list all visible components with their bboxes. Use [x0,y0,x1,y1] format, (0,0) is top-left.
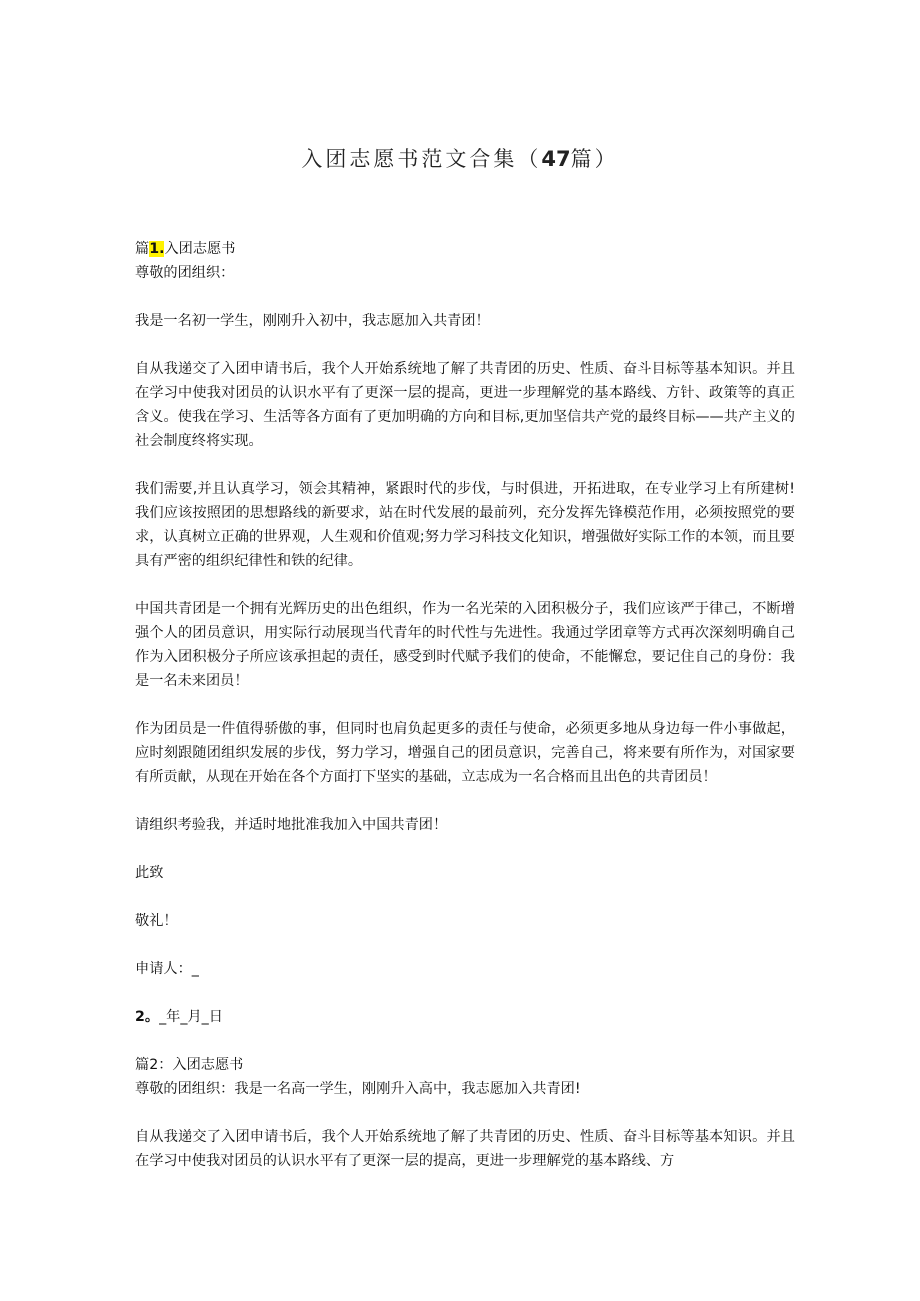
section-1-paragraph-4: 中国共青团是一个拥有光辉历史的出色组织，作为一名光荣的入团积极分子，我们应该严于律己，不断增强个人的团员意识，用实际行动展现当代青年的时代性与先进性。我通过学团章等方式再次深刻明确自己作为入团积极分子所应该承担起的责任，感受到时代赋予我们的使命，不能懈怠，要记住自己的身份：我是一名未来团员！ [135,601,795,689]
section-1-paragraph-1: 我是一名初一学生，刚刚升入初中，我志愿加入共青团！ [135,313,490,329]
section-1-paragraph-3: 我们需要,并且认真学习，领会其精神，紧跟时代的步伐，与时俱进，开拓进取，在专业学习上有所建树!我们应该按照团的思想路线的新要求，站在时代发展的最前列，充分发挥先锋模范作用，必须按照党的要求，认真树立正确的世界观，人生观和价值观;努力学习科技文化知识，增强做好实际工作的本领，而且要具有严密的组织纪律性和铁的纪律。 [135,481,795,569]
section-1-paragraph-6: 请组织考验我，并适时地批准我加入中国共青团！ [135,817,448,833]
section-1-number-highlight: 1. [149,241,165,257]
date-line [135,1005,795,1029]
document-title [0,143,920,173]
section-1-heading [135,237,795,261]
closing-cizhi: 此致 [135,865,164,881]
document-body [135,237,795,1173]
closing-jingli: 敬礼！ [135,913,178,929]
section-2-paragraph-1: 自从我递交了入团申请书后，我个人开始系统地了解了共青团的历史、性质、奋斗目标等基本知识。并且在学习中使我对团员的认识水平有了更深一层的提高，更进一步理解党的基本路线、方 [135,1129,795,1169]
section-1-salutation: 尊敬的团组织： [135,265,235,281]
section-2-first-line: 尊敬的团组织：我是一名高一学生，刚刚升入高中，我志愿加入共青团! [135,1081,581,1097]
date-number: 2。 [135,1009,160,1025]
section-2-heading: 篇2：入团志愿书 [135,1057,244,1073]
section-1-name: 入团志愿书 [164,241,236,257]
section-1-paragraph-2: 自从我递交了入团申请书后，我个人开始系统地了解了共青团的历史、性质、奋斗目标等基本知识。并且在学习中使我对团员的认识水平有了更深一层的提高，更进一步理解党的基本路线、方针、政策等的真正含义。使我在学习、生活等各方面有了更加明确的方向和目标,更加坚信共产党的最终目标——共产主义的社会制度终将实现。 [135,361,795,449]
title-count: 47 [541,147,571,171]
section-1-paragraph-5: 作为团员是一件值得骄傲的事，但同时也肩负起更多的责任与使命，必须更多地从身边每一件小事做起，应时刻跟随团组织发展的步伐，努力学习，增强自己的团员意识，完善自己，将来要有所作为，对国家要有所贡献，从现在开始在各个方面打下坚实的基础，立志成为一名合格而且出色的共青团员！ [135,721,795,785]
date-text: _年_月_日 [159,1009,223,1025]
title-suffix: 篇） [570,147,619,171]
applicant-line: 申请人：_ [135,961,199,977]
title-main: 入团志愿书范文合集（ [301,147,542,171]
section-1-prefix: 篇 [135,241,150,257]
